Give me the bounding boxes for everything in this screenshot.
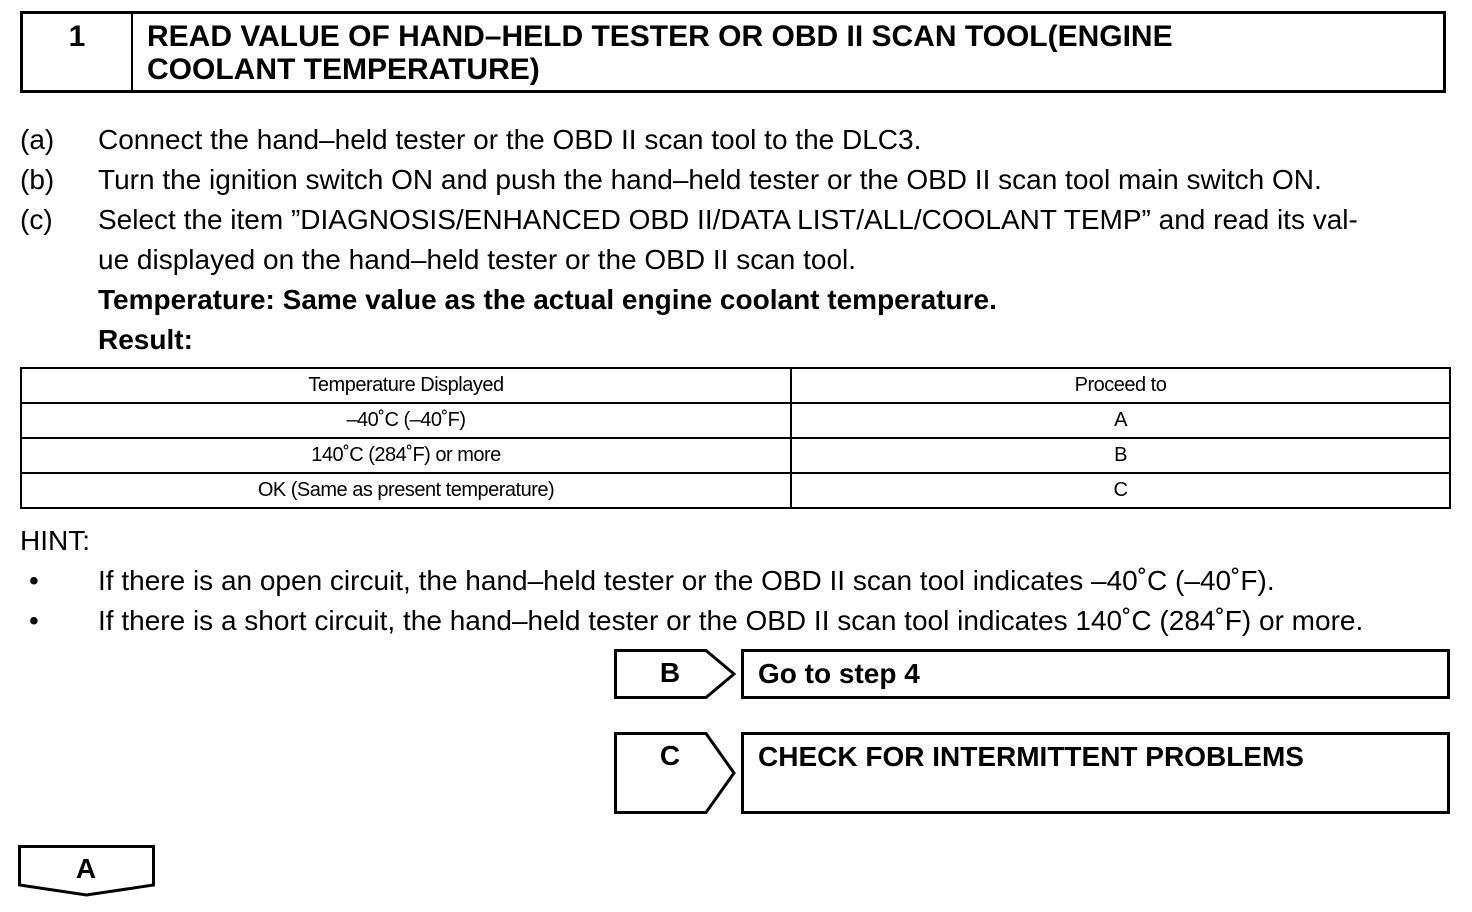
table-row <box>21 438 1450 473</box>
branch-tag-c[interactable] <box>614 732 736 814</box>
table-row <box>21 403 1450 438</box>
instruction-text: ue displayed on the hand–held tester or the OBD II scan tool. <box>98 244 857 275</box>
step-number: 1 <box>23 14 133 90</box>
table-header: Temperature Displayed <box>21 368 791 403</box>
branch-tag-label: B <box>659 657 681 688</box>
instruction-label: (b) <box>20 164 55 195</box>
continue-tag-label: A <box>75 853 97 884</box>
branch-action-box <box>741 732 1450 814</box>
table-cell: –40˚C (–40˚F) <box>21 403 791 438</box>
branch-action-box <box>741 649 1450 699</box>
branch-action-text: CHECK FOR INTERMITTENT PROBLEMS <box>758 741 1304 772</box>
bullet-icon: • <box>29 605 39 636</box>
hint-label: HINT: <box>20 525 90 556</box>
table-cell: B <box>791 438 1450 473</box>
hint-text: If there is a short circuit, the hand–held tester or the OBD II scan tool indicates 140˚C (284˚F) or more. <box>98 605 1364 636</box>
instruction-text: Select the item ”DIAGNOSIS/ENHANCED OBD II/DATA LIST/ALL/COOLANT TEMP” and read its val- <box>98 204 1358 235</box>
result-label: Result: <box>98 324 193 355</box>
result-table <box>20 367 1451 509</box>
instruction-text: Connect the hand–held tester or the OBD II scan tool to the DLC3. <box>98 124 922 155</box>
hint-text: If there is an open circuit, the hand–held tester or the OBD II scan tool indicates –40˚C (–40˚F). <box>98 565 1275 596</box>
instruction-text: Turn the ignition switch ON and push the hand–held tester or the OBD II scan tool main switch ON. <box>98 164 1322 195</box>
table-header: Proceed to <box>791 368 1450 403</box>
bullet-icon: • <box>29 565 39 596</box>
branch-action-text: Go to step 4 <box>758 658 920 689</box>
table-cell: OK (Same as present temperature) <box>21 473 791 508</box>
table-cell: A <box>791 403 1450 438</box>
step-title: READ VALUE OF HAND–HELD TESTER OR OBD II SCAN TOOL(ENGINE COOLANT TEMPERATURE) <box>147 20 1173 86</box>
step-header <box>20 11 1446 93</box>
table-header-row <box>21 368 1450 403</box>
branch-tag-b[interactable] <box>614 649 736 699</box>
instruction-label: (a) <box>20 124 55 155</box>
continue-tag-a[interactable] <box>18 845 156 897</box>
table-row <box>21 473 1450 508</box>
spec-text: Temperature: Same value as the actual engine coolant temperature. <box>98 284 997 315</box>
table-cell: C <box>791 473 1450 508</box>
table-cell: 140˚C (284˚F) or more <box>21 438 791 473</box>
instruction-label: (c) <box>20 204 53 235</box>
branch-tag-label: C <box>659 740 681 771</box>
